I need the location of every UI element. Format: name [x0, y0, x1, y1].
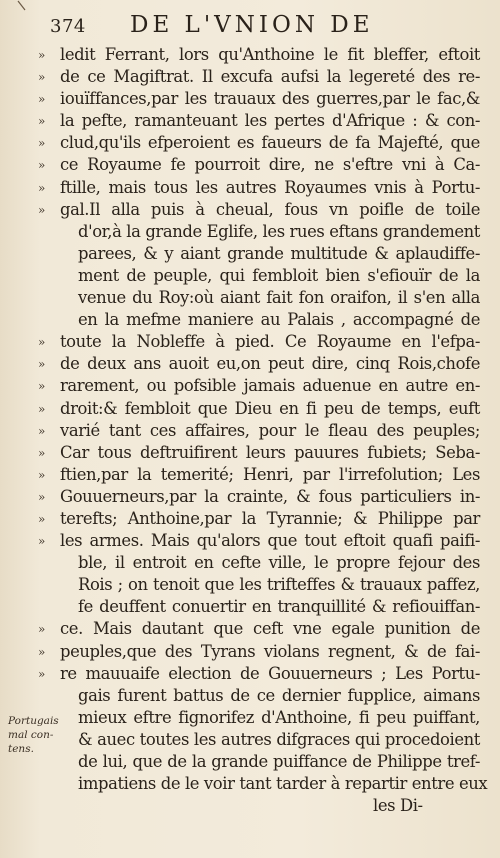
- text-line: [38, 420, 480, 442]
- line-text: ledit Ferrant, lors qu'Anthoine le fit bleffer, eftoit: [60, 45, 480, 64]
- text-line: [38, 243, 480, 265]
- line-text: ftille, mais tous les autres Royaumes vnis à Portu-: [60, 177, 480, 197]
- quote-marker: »: [38, 622, 46, 637]
- text-line: [38, 618, 480, 640]
- quote-marker: »: [38, 180, 46, 195]
- text-line: [38, 795, 480, 817]
- line-text: ce Royaume fe pourroit dire, ne s'eftre vni à Ca-: [60, 155, 480, 175]
- line-text: ble, il entroit en cefte ville, le propre fejour des: [78, 553, 480, 573]
- text-line: [38, 508, 480, 530]
- text-line: [38, 154, 480, 176]
- text-line: [38, 199, 480, 221]
- quote-marker: »: [38, 401, 46, 416]
- text-line: [38, 530, 480, 552]
- text-line: [38, 685, 480, 707]
- text-line: [38, 177, 480, 199]
- text-line: [38, 66, 480, 88]
- text-line: [38, 398, 480, 420]
- line-text: venue du Roy:où aiant fait fon oraifon, il s'en alla: [78, 288, 480, 308]
- margin-note: [8, 714, 59, 756]
- line-text: les Di-: [373, 796, 423, 816]
- line-text: de lui, que de la grande puiffance de Philippe tref-: [78, 752, 480, 771]
- text-line: [38, 707, 480, 729]
- text-line: [38, 221, 480, 243]
- quote-marker: »: [38, 48, 46, 62]
- quote-marker: »: [38, 534, 46, 549]
- line-text: terefts; Anthoine,par la Tyrannie; & Philippe par: [60, 508, 480, 528]
- line-text: Car tous deftruifirent leurs pauures fubiets; Seba-: [60, 442, 480, 462]
- quote-marker: »: [38, 467, 46, 482]
- quote-marker: »: [38, 445, 46, 460]
- line-text: ment de peuple, qui fembloit bien s'efiouïr de la: [78, 265, 480, 285]
- text-line: [38, 132, 480, 154]
- text-line: [38, 552, 480, 574]
- line-text: en la mefme maniere au Palais , accompagné de: [78, 310, 480, 330]
- line-text: Rois ; on tenoit que les trifteffes & trauaux paffez,: [78, 575, 480, 595]
- text-line: [38, 751, 480, 773]
- running-title: DE L'VNION DE: [130, 12, 374, 38]
- quote-marker: »: [38, 70, 46, 85]
- page-number: 374: [50, 16, 86, 37]
- text-line: [38, 44, 480, 66]
- line-text: fe deuffent conuertir en tranquillité & refiouiffan-: [78, 597, 480, 617]
- text-line: [38, 464, 480, 486]
- line-text: iouïffances,par les trauaux des guerres,par le fac,&: [60, 89, 480, 109]
- text-line: [38, 110, 480, 132]
- text-line: [38, 442, 480, 464]
- text-line: [38, 663, 480, 685]
- text-line: [38, 287, 480, 309]
- quote-marker: »: [38, 357, 46, 372]
- quote-marker: »: [38, 489, 46, 504]
- line-text: peuples,que des Tyrans violans regnent, & de fai-: [60, 641, 480, 661]
- text-line: [38, 596, 480, 618]
- quote-marker: »: [38, 644, 46, 659]
- text-line: [38, 729, 480, 751]
- quote-marker: »: [38, 92, 46, 107]
- line-text: de ce Magiftrat. Il excufa aufsi la legereté des re-: [60, 67, 480, 87]
- text-line: [38, 486, 480, 508]
- body-text: [38, 44, 488, 817]
- line-text: la pefte, ramanteuant les pertes d'Afrique : & con-: [60, 111, 480, 131]
- line-text: toute la Nobleffe à pied. Ce Royaume en l'efpa-: [60, 332, 480, 352]
- quote-marker: »: [38, 136, 46, 151]
- text-line: [38, 265, 480, 287]
- line-text: gais furent battus de ce dernier fupplice, aimans: [78, 685, 480, 705]
- line-text: Gouuerneurs,par la crainte, & fous particuliers in-: [60, 486, 480, 506]
- page-header: [50, 12, 470, 42]
- line-text: mieux eftre fignorifez d'Anthoine, fi peu puiffant,: [78, 707, 480, 727]
- corner-tick-mark: [16, 0, 30, 14]
- quote-marker: »: [38, 114, 46, 129]
- line-text: droit:& fembloit que Dieu en fi peu de temps, euft: [60, 398, 480, 418]
- line-text: re mauuaife election de Gouuerneurs ; Les Portu-: [60, 663, 480, 683]
- line-text: & auec toutes les autres difgraces qui procedoient: [78, 729, 480, 749]
- quote-marker: »: [38, 158, 46, 173]
- line-text: ce. Mais dautant que ceft vne egale punition de: [60, 619, 480, 639]
- line-text: rarement, ou pofsible jamais aduenue en autre en-: [60, 376, 480, 396]
- quote-marker: »: [38, 202, 46, 217]
- quote-marker: »: [38, 379, 46, 394]
- text-line: [38, 309, 480, 331]
- quote-marker: »: [38, 511, 46, 526]
- line-text: gal.Il alla puis à cheual, fous vn poifle de toile: [60, 199, 480, 219]
- line-text: d'or,à la grande Eglife, les rues eftans grandement: [78, 221, 480, 241]
- text-line: [38, 331, 480, 353]
- margin-note-line: mal con-: [8, 729, 54, 741]
- quote-marker: »: [38, 335, 46, 350]
- text-line: [38, 375, 480, 397]
- text-line: [38, 773, 488, 795]
- text-line: [38, 574, 480, 596]
- line-text: les armes. Mais qu'alors que tout eftoit quafi paifi-: [60, 531, 480, 551]
- line-text: clud,qu'ils efperoient es faueurs de fa Majefté, que: [60, 133, 480, 153]
- quote-marker: »: [38, 666, 46, 681]
- text-line: [38, 88, 480, 110]
- line-text: de deux ans auoit eu,on peut dire, cinq Rois,chofe: [60, 354, 480, 374]
- margin-note-line: Portugais: [8, 715, 59, 727]
- line-text: parees, & y aiant grande multitude & aplaudiffe-: [78, 243, 480, 263]
- line-text: varié tant ces affaires, pour le fleau des peuples;: [60, 420, 480, 440]
- quote-marker: »: [38, 423, 46, 438]
- text-line: [38, 641, 480, 663]
- text-line: [38, 353, 480, 375]
- margin-note-line: tens.: [8, 743, 34, 755]
- line-text: ftien,par la temerité; Henri, par l'irrefolution; Les: [60, 464, 480, 484]
- line-text: impatiens de le voir tant tarder à repartir entre eux: [78, 774, 488, 794]
